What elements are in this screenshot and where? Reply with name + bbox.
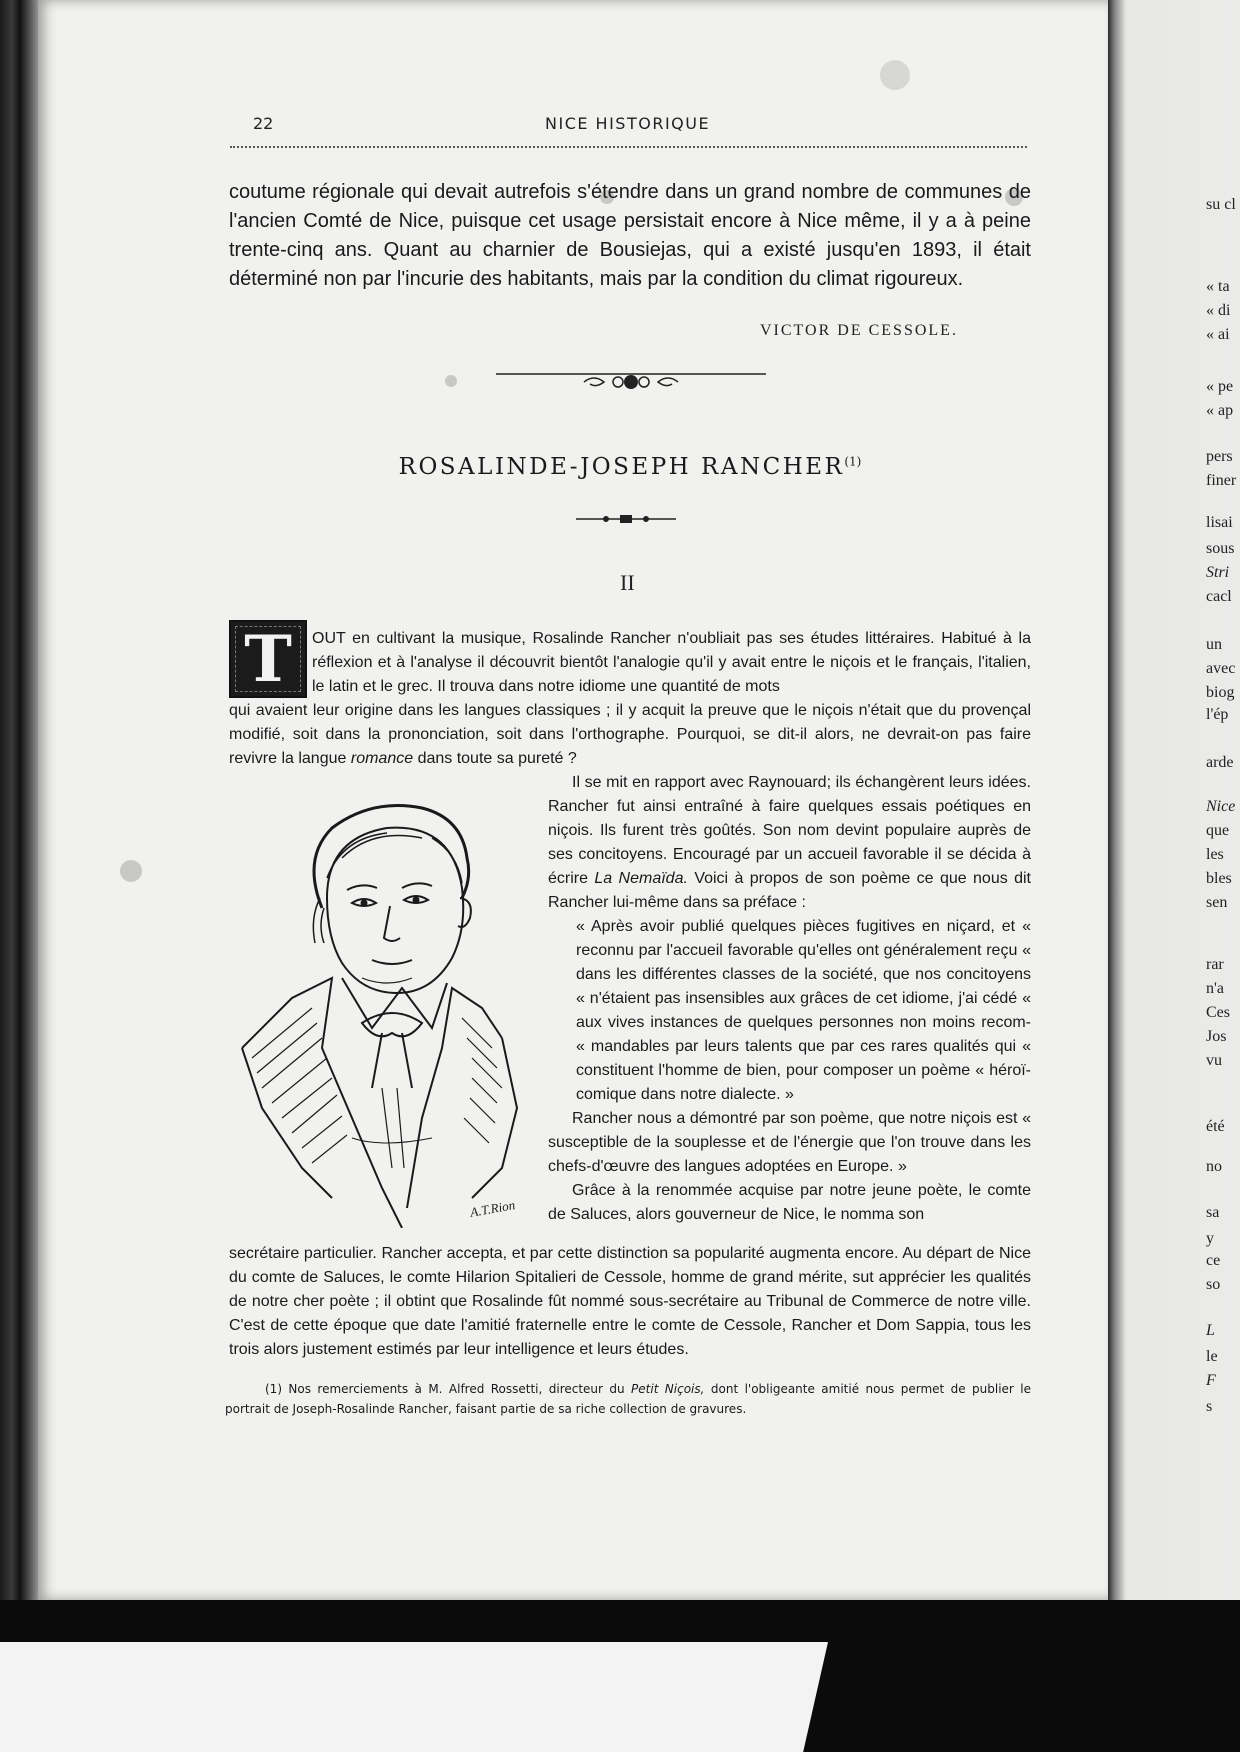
facing-page-fragment: Jos: [1206, 1028, 1227, 1045]
facing-page-fragment: Nice: [1206, 798, 1236, 815]
facing-page-fragment: les: [1206, 846, 1224, 863]
header-rule: [230, 146, 1027, 148]
facing-page-fragment: Stri: [1206, 564, 1230, 581]
engraver-signature: A.T.Rion: [468, 1197, 517, 1220]
paragraph-demonstration: Rancher nous a démontré par son poème, que notre niçois est « susceptible de la souplesse et de l'énergie que l'on trouve dans les chefs-d'œuvre des langues adoptées en Europe. »: [548, 1110, 1031, 1175]
journal-title: NICE HISTORIQUE: [545, 114, 711, 133]
facing-page-fragment: avec: [1206, 660, 1236, 677]
paragraph-saluces-end: secrétaire particulier. Rancher accepta, et par cette distinction sa popularité augmenta encore. Au départ de Nice du comte de Saluces, le comte Hilarion Spitalieri de Cessole, homme de grand mérite, sut apprécier les qualités de notre cher poète ; il obtint que Rosalinde fût nommé sous-secrétaire au Tribunal de Commerce de notre ville. C'est de cette époque que date l'amitié fraternelle entre le comte de Cessole, Rancher et Dom Sappia, tous les trois alors justement estimés par leur intelligence et leurs études.: [229, 1245, 1031, 1358]
dropcap-letter: T: [229, 620, 307, 698]
article-title-text: ROSALINDE-JOSEPH RANCHER: [398, 454, 845, 480]
facing-page-fragment: lisai: [1206, 514, 1233, 531]
facing-page-fragment: été: [1206, 1118, 1225, 1135]
facing-page-fragment: sa: [1206, 1204, 1220, 1221]
facing-page-edge: [1108, 0, 1240, 1600]
facing-page-fragment: s: [1206, 1398, 1213, 1415]
facing-page-fragment: y: [1206, 1230, 1214, 1247]
facing-page-fragment: l'ép: [1206, 706, 1229, 723]
right-column-text: [548, 771, 1031, 1227]
foxing-spot: [880, 60, 910, 90]
facing-page-fragment: pers: [1206, 448, 1233, 465]
foxing-spot: [445, 375, 457, 387]
page-number: 22: [253, 114, 274, 133]
section-number: II: [620, 570, 635, 595]
facing-page-fragment: que: [1206, 822, 1230, 839]
italic-word: romance: [350, 750, 414, 767]
facing-page-fragment: le: [1206, 1348, 1218, 1365]
article-title: [200, 454, 1060, 480]
intro-paragraph-indented: OUT en cultivant la musique, Rosalinde Rancher n'oubliait pas ses études littéraires. Habitué à la réflexion et à l'analyse il découvrit bientôt l'analogie qu'il y avait entre le niçois et le français, l'italien, le latin et le grec. Il trouva dans notre idiome une quantité de mots: [312, 630, 1031, 695]
facing-page-fragment: F: [1206, 1372, 1216, 1389]
footnote: (1) Nos remerciements à M. Alfred Rossetti, directeur du Petit Niçois, dont l'obligeante amitié nous permet de publier le portrait de Joseph-Rosalinde Rancher, faisant partie de sa riche collection de gravures.: [225, 1382, 1031, 1416]
facing-page-fragment: L: [1206, 1322, 1215, 1339]
previous-article-paragraph: coutume régionale qui devait autrefois s'étendre dans un grand nombre de communes de l'ancien Comté de Nice, puisque cet usage persistait encore à Nice même, il y a à peine trente-cinq ans. Quant au charnier de Bousiejas, qui a existé jusqu'en 1893, il était déterminé non par l'incurie des habitants, mais par la condition du climat rigoureux.: [229, 181, 1031, 290]
running-header: [230, 114, 1030, 154]
small-ornament: [576, 513, 676, 525]
facing-page-fragment: n'a: [1206, 980, 1224, 997]
facing-page-fragment: no: [1206, 1158, 1222, 1175]
facing-page-fragment: biog: [1206, 684, 1235, 701]
ornament-divider: [496, 368, 766, 398]
preface-quote: « Après avoir publié quelques pièces fugitives en niçard, et « reconnu par l'accueil favorable qu'elles ont généralement reçu « dans les différentes classes de la société, que nos concitoyens « n'étaient pas insensibles aux grâces de cet idiome, j'ai cédé « aux vives instances de quelques personnes non moins recom- « mandables par leurs talents que par ces rares qualités qui « constituent l'homme de bien, pour composer un poème « héroï-comique dans notre dialecte. »: [576, 918, 1031, 1103]
facing-page-fragment: « pe: [1206, 378, 1234, 395]
poem-title: La Nemaïda.: [594, 870, 688, 887]
facing-page-fragment: ce: [1206, 1252, 1221, 1269]
facing-page-fragment: arde: [1206, 754, 1234, 771]
paragraph-raynouard: Il se mit en rapport avec Raynouard; ils échangèrent leurs idées. Rancher fut ainsi entraîné à faire quelques essais poétiques en niçois. Ils furent très goûtés. Son nom devint populaire auprès de ses concitoyens. Encouragé par un accueil favorable il se décida à écrire La Nemaïda. Voici à propos de son poème ce que nous dit Rancher lui-même dans sa préface :: [548, 774, 1031, 911]
scanner-paper-strip: [0, 1642, 828, 1752]
facing-page-fragment: su cl: [1206, 196, 1236, 213]
facing-page-fragment: rar: [1206, 956, 1224, 973]
portrait-engraving: [232, 788, 538, 1228]
facing-page-fragment: un: [1206, 636, 1222, 653]
facing-page-fragment: vu: [1206, 1052, 1222, 1069]
intro-paragraph-full: qui avaient leur origine dans les langues classiques ; il y acquit la preuve que le niçois n'était que du provençal modifié, soit dans la prononciation, soit dans l'orthographe. Pourquoi, se dit-il alors, ne devrait-on pas faire revivre la langue romance dans toute sa pureté ?: [229, 702, 1031, 767]
newspaper-title: Petit Niçois,: [631, 1382, 705, 1396]
facing-page-fragment: « di: [1206, 302, 1231, 319]
author-signature: VICTOR DE CESSOLE.: [760, 322, 958, 339]
facing-page-fragment: « ai: [1206, 326, 1230, 343]
facing-page-fragment: so: [1206, 1276, 1221, 1293]
title-footnote-marker: (1): [844, 454, 862, 469]
facing-page-fragment: « ta: [1206, 278, 1230, 295]
facing-page-fragment: cacl: [1206, 588, 1232, 605]
facing-page-fragment: « ap: [1206, 402, 1234, 419]
paragraph-saluces-start: Grâce à la renommée acquise par notre jeune poète, le comte de Saluces, alors gouverneur de Nice, le nomma son: [548, 1182, 1031, 1223]
facing-page-fragment: Ces: [1206, 1004, 1230, 1021]
foxing-spot: [120, 860, 142, 882]
facing-page-fragment: bles: [1206, 870, 1232, 887]
facing-page-fragment: finer: [1206, 472, 1237, 489]
facing-page-fragment: sen: [1206, 894, 1228, 911]
facing-page-fragment: sous: [1206, 540, 1235, 557]
